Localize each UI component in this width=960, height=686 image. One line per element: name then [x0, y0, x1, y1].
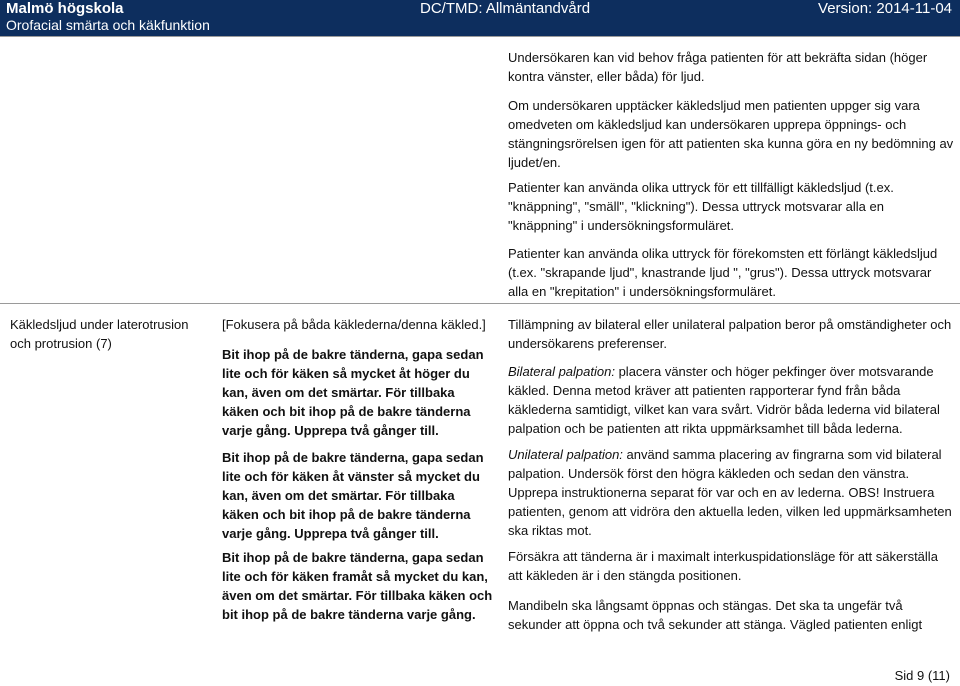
- note-palpation-choice: Tillämpning av bilateral eller unilateral palpation beror på omständigheter och undersökarens preferenser.: [508, 317, 952, 351]
- table-rule-mid: [0, 303, 960, 304]
- header-org: Malmö högskola: [6, 0, 124, 17]
- row-label: Käkledsljud under laterotrusion och protrusion (7): [10, 317, 189, 351]
- header-dept: Orofacial smärta och käkfunktion: [6, 17, 210, 33]
- header-title: DC/TMD: Allmäntandvård: [420, 0, 591, 17]
- top-note-4: Patienter kan använda olika uttryck för förekomsten ett förlängt käkledsljud (t.ex. "skrapande ljud", knastrande ljud ", "grus"). Dessa uttryck motsvarar alla en "krepitation" i undersökningsformuläret.: [508, 246, 938, 299]
- note-unilateral: [508, 445, 954, 540]
- header-version: Version: 2014-11-04: [818, 0, 952, 17]
- unilateral-label: Unilateral palpation:: [508, 447, 623, 462]
- bilateral-text: placera vänster och höger pekfinger över motsvarande käkled. Denna metod kräver att patienten rapporterar fynd från båda käklederna samtidigt, vilket kan vara svårt. Vidrör båda lederna vid bilateral palpation och be patienten att rikta uppmärksamhet till båda lederna.: [508, 364, 940, 436]
- top-note-1: Undersökaren kan vid behov fråga patienten för att bekräfta sidan (höger kontra vänster, eller båda) för ljud.: [508, 50, 928, 84]
- page-number: Sid 9 (11): [894, 668, 950, 683]
- unilateral-text: använd samma placering av fingrarna som vid bilateral palpation. Undersök först den högra käkleden och sedan den vänstra. Upprepa instruktionerna separat för var och en av lederna. OBS! Instruera patienten, genom att vidröra den aktuella leden, vilken led uppmärksamheten ska riktas mot.: [508, 447, 952, 538]
- note-bilateral: [508, 362, 954, 438]
- instruction-forward: Bit ihop på de bakre tänderna, gapa sedan lite och för käken framåt så mycket du kan, även om det smärtar. För tillbaka käken och bit ihop på de bakre tänderna varje gång.: [222, 550, 493, 622]
- note-mandible: Mandibeln ska långsamt öppnas och stängas. Det ska ta ungefär två sekunder att öppna och två sekunder att stänga. Vägled patienten enligt: [508, 598, 923, 632]
- note-intercuspidation: Försäkra att tänderna är i maximalt interkuspidationsläge för att säkerställa att käkleden är i den stängda positionen.: [508, 549, 938, 583]
- page-header: [0, 0, 960, 36]
- table-rule-top: [0, 36, 960, 37]
- instruction-right: Bit ihop på de bakre tänderna, gapa sedan lite och för käken så mycket åt höger du kan, även om det smärtar. För tillbaka käken och bit ihop på de bakre tänderna varje gång. Upprepa två gånger till.: [222, 347, 484, 438]
- bilateral-label: Bilateral palpation:: [508, 364, 615, 379]
- instruction-left: Bit ihop på de bakre tänderna, gapa sedan lite och för käken åt vänster så mycket du kan, även om det smärtar. För tillbaka käken och bit ihop på de bakre tänderna varje gång. Upprepa två gånger till.: [222, 450, 484, 541]
- instruction-focus: [Fokusera på båda käklederna/denna käkled.]: [222, 317, 486, 332]
- top-note-2: Om undersökaren upptäcker käkledsljud men patienten uppger sig vara omedveten om käkledsljud kan undersökaren upprepa öppnings- och stängningsrörelsen igen för att patienten ska kunna göra en ny bedömning av ljudet/en.: [508, 98, 954, 170]
- top-note-3: Patienter kan använda olika uttryck för ett tillfälligt käkledsljud (t.ex. "knäppning", "smäll", "klickning"). Dessa uttryck motsvarar alla en "knäppning" i undersökningsformuläret.: [508, 180, 894, 233]
